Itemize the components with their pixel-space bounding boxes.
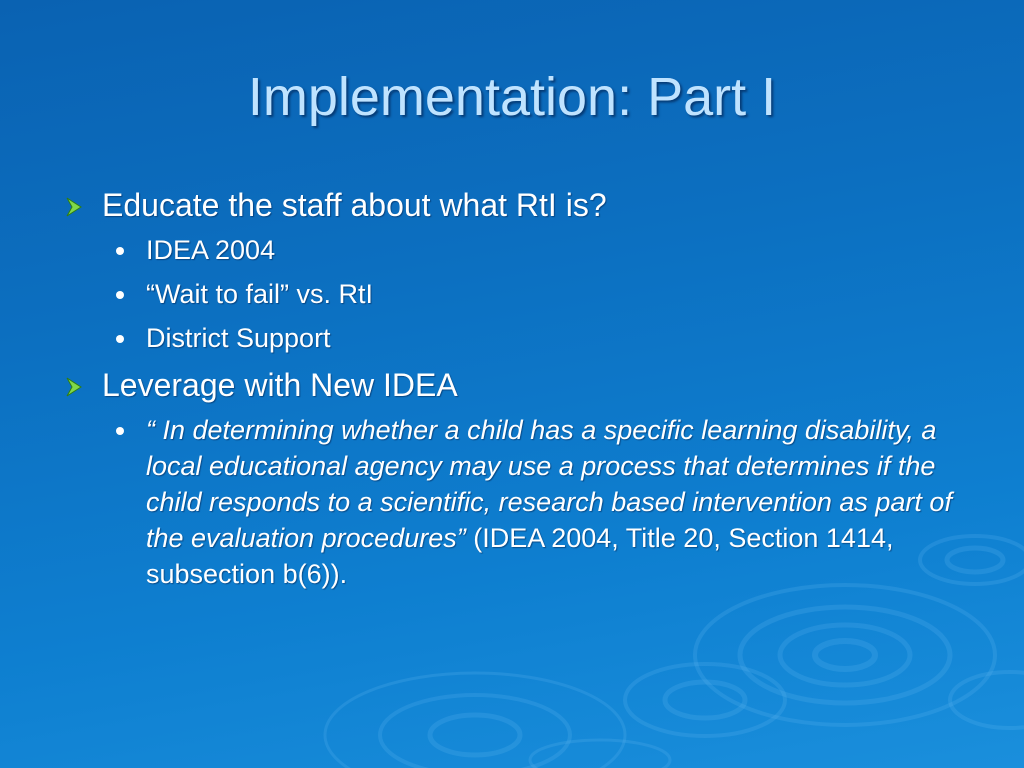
bullet-educate-staff bbox=[62, 184, 962, 226]
sub-bullet-list bbox=[62, 412, 962, 592]
sub-bullet-wait-to-fail bbox=[62, 276, 962, 312]
sub-bullet-text: IDEA 2004 bbox=[146, 235, 276, 265]
sub-bullet-text: District Support bbox=[146, 323, 331, 353]
slide-title: Implementation: Part I bbox=[247, 67, 777, 127]
dot-bullet-icon bbox=[116, 427, 124, 435]
sub-bullet-text: “Wait to fail” vs. RtI bbox=[146, 279, 374, 309]
bullet-leverage-idea bbox=[62, 364, 962, 406]
dot-bullet-icon bbox=[116, 247, 124, 255]
arrow-bullet-icon bbox=[64, 197, 84, 217]
slide-body bbox=[62, 184, 962, 600]
bullet-text: Leverage with New IDEA bbox=[102, 367, 458, 403]
bullet-text: Educate the staff about what RtI is? bbox=[102, 187, 607, 223]
quote-citation: (IDEA 2004, Title 20, Section 1414, subsection b(6)). bbox=[146, 523, 894, 589]
dot-bullet-icon bbox=[116, 335, 124, 343]
arrow-bullet-icon bbox=[64, 377, 84, 397]
quote-text: “ In determining whether a child has a specific learning disability, a local educational agency may use a process that determines if the child responds to a scientific, research based intervention as part of the evaluation procedures” bbox=[146, 415, 952, 553]
sub-bullet-list bbox=[62, 232, 962, 356]
sub-bullet-idea-2004 bbox=[62, 232, 962, 268]
dot-bullet-icon bbox=[116, 291, 124, 299]
sub-bullet-idea-quote bbox=[62, 412, 961, 592]
sub-bullet-district-support bbox=[62, 320, 962, 356]
